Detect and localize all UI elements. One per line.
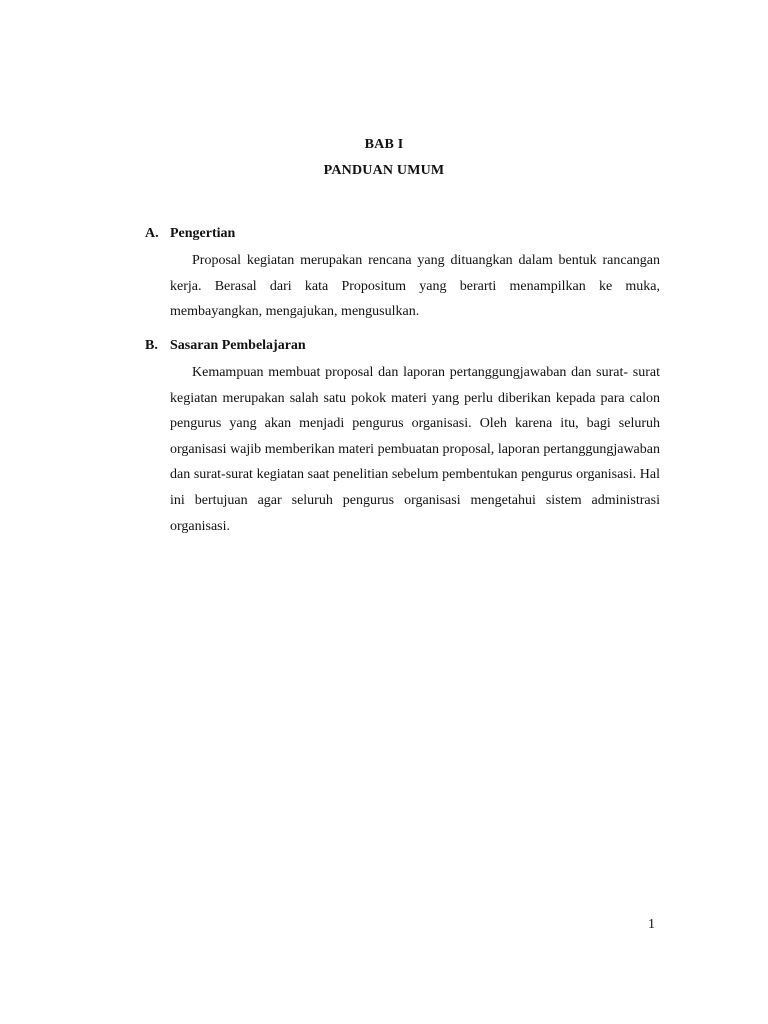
section-heading-text: Pengertian xyxy=(170,226,236,241)
section-sasaran-pembelajaran xyxy=(145,336,660,553)
chapter-title: PANDUAN UMUM xyxy=(323,163,445,178)
section-paragraph: Proposal kegiatan merupakan rencana yang dituangkan dalam bentuk rancangan kerja. Berasal dari kata Propositum yang berarti menampilkan ke muka, membayangkan, mengajukan, mengusulkan. xyxy=(170,253,660,320)
section-heading-text: Sasaran Pembelajaran xyxy=(170,338,306,353)
section-letter: A. xyxy=(145,226,159,241)
section-paragraph: Kemampuan membuat proposal dan laporan pertanggungjawaban dan surat- surat kegiatan merupakan salah satu pokok materi yang perlu diberikan kepada para calon pengurus yang akan menjadi pengurus organisasi. Oleh karena itu, bagi seluruh organisasi wajib memberikan materi pembuatan proposal, laporan pertanggungjawaban dan surat-surat kegiatan saat penelitian sebelum pembentukan pengurus organisasi. Hal ini bertujuan agar seluruh pengurus organisasi mengetahui sistem administrasi organisasi. xyxy=(170,365,660,534)
section-pengertian xyxy=(145,224,660,339)
page-number: 1 xyxy=(648,917,655,932)
chapter-number: BAB I xyxy=(364,137,404,152)
section-heading xyxy=(145,336,660,356)
section-heading xyxy=(145,224,660,244)
section-letter: B. xyxy=(145,338,158,353)
